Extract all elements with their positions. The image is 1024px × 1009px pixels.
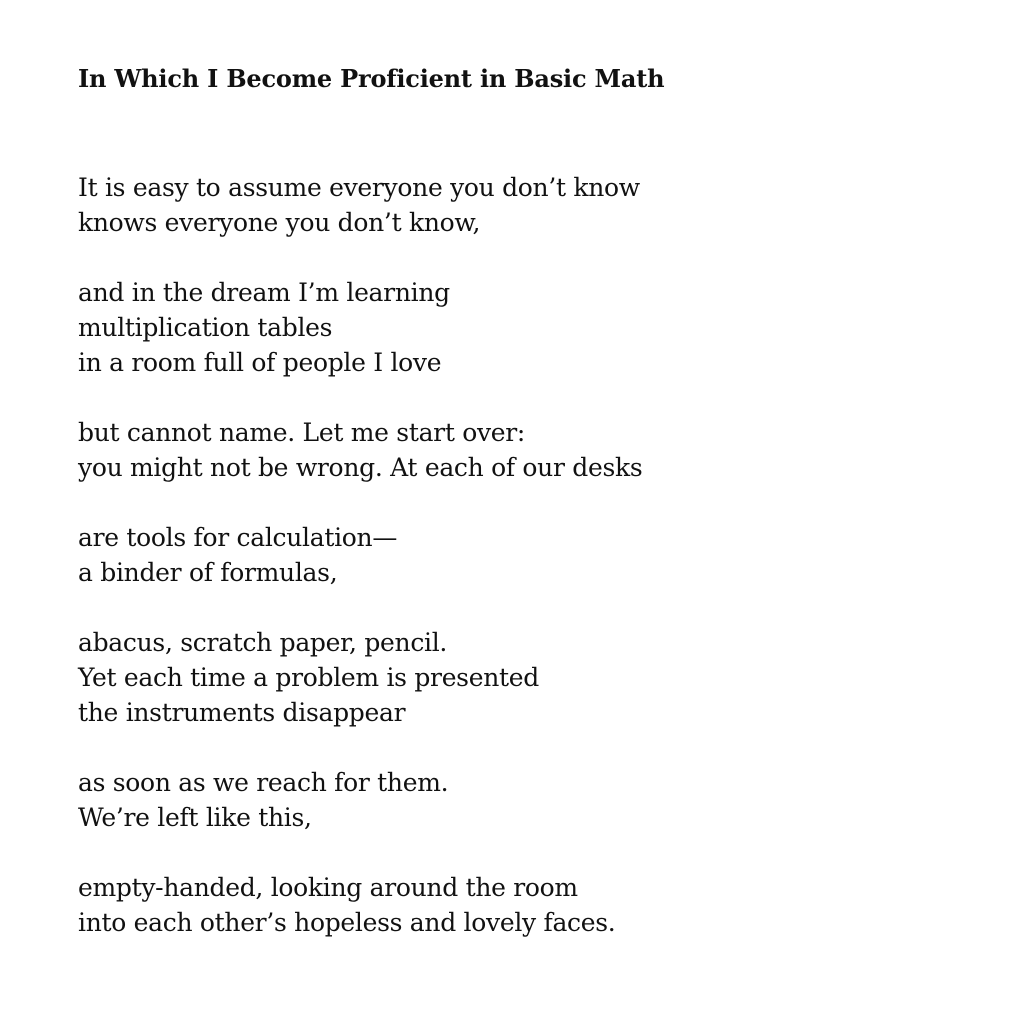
poem-line: in a room full of people I love <box>78 348 442 377</box>
poem-line: Yet each time a problem is presented <box>78 663 539 692</box>
poem-line: empty-handed, looking around the room <box>78 873 578 902</box>
poem-line: knows everyone you don’t know, <box>78 208 481 237</box>
stanza-7 <box>78 870 978 940</box>
stanza-5 <box>78 625 978 730</box>
stanza-2 <box>78 275 978 380</box>
stanza-4 <box>78 520 978 590</box>
poem-line: but cannot name. Let me start over: <box>78 418 526 447</box>
poem-line: abacus, scratch paper, pencil. <box>78 628 448 657</box>
poem-line: the instruments disappear <box>78 698 406 727</box>
poem-line: you might not be wrong. At each of our desks <box>78 453 643 482</box>
poem-line: and in the dream I’m learning <box>78 278 450 307</box>
poem-line: multiplication tables <box>78 313 333 342</box>
poem-line: are tools for calculation— <box>78 523 398 552</box>
stanza-1 <box>78 170 978 240</box>
poem-line: a binder of formulas, <box>78 558 338 587</box>
poem-line: It is easy to assume everyone you don’t know <box>78 173 640 202</box>
stanza-3 <box>78 415 978 485</box>
poem <box>78 62 978 940</box>
poem-line: into each other’s hopeless and lovely faces. <box>78 908 616 937</box>
poem-line: We’re left like this, <box>78 803 312 832</box>
poem-line: as soon as we reach for them. <box>78 768 449 797</box>
stanza-6 <box>78 765 978 835</box>
poem-body <box>78 170 978 940</box>
poem-title: In Which I Become Proficient in Basic Math <box>78 64 665 93</box>
